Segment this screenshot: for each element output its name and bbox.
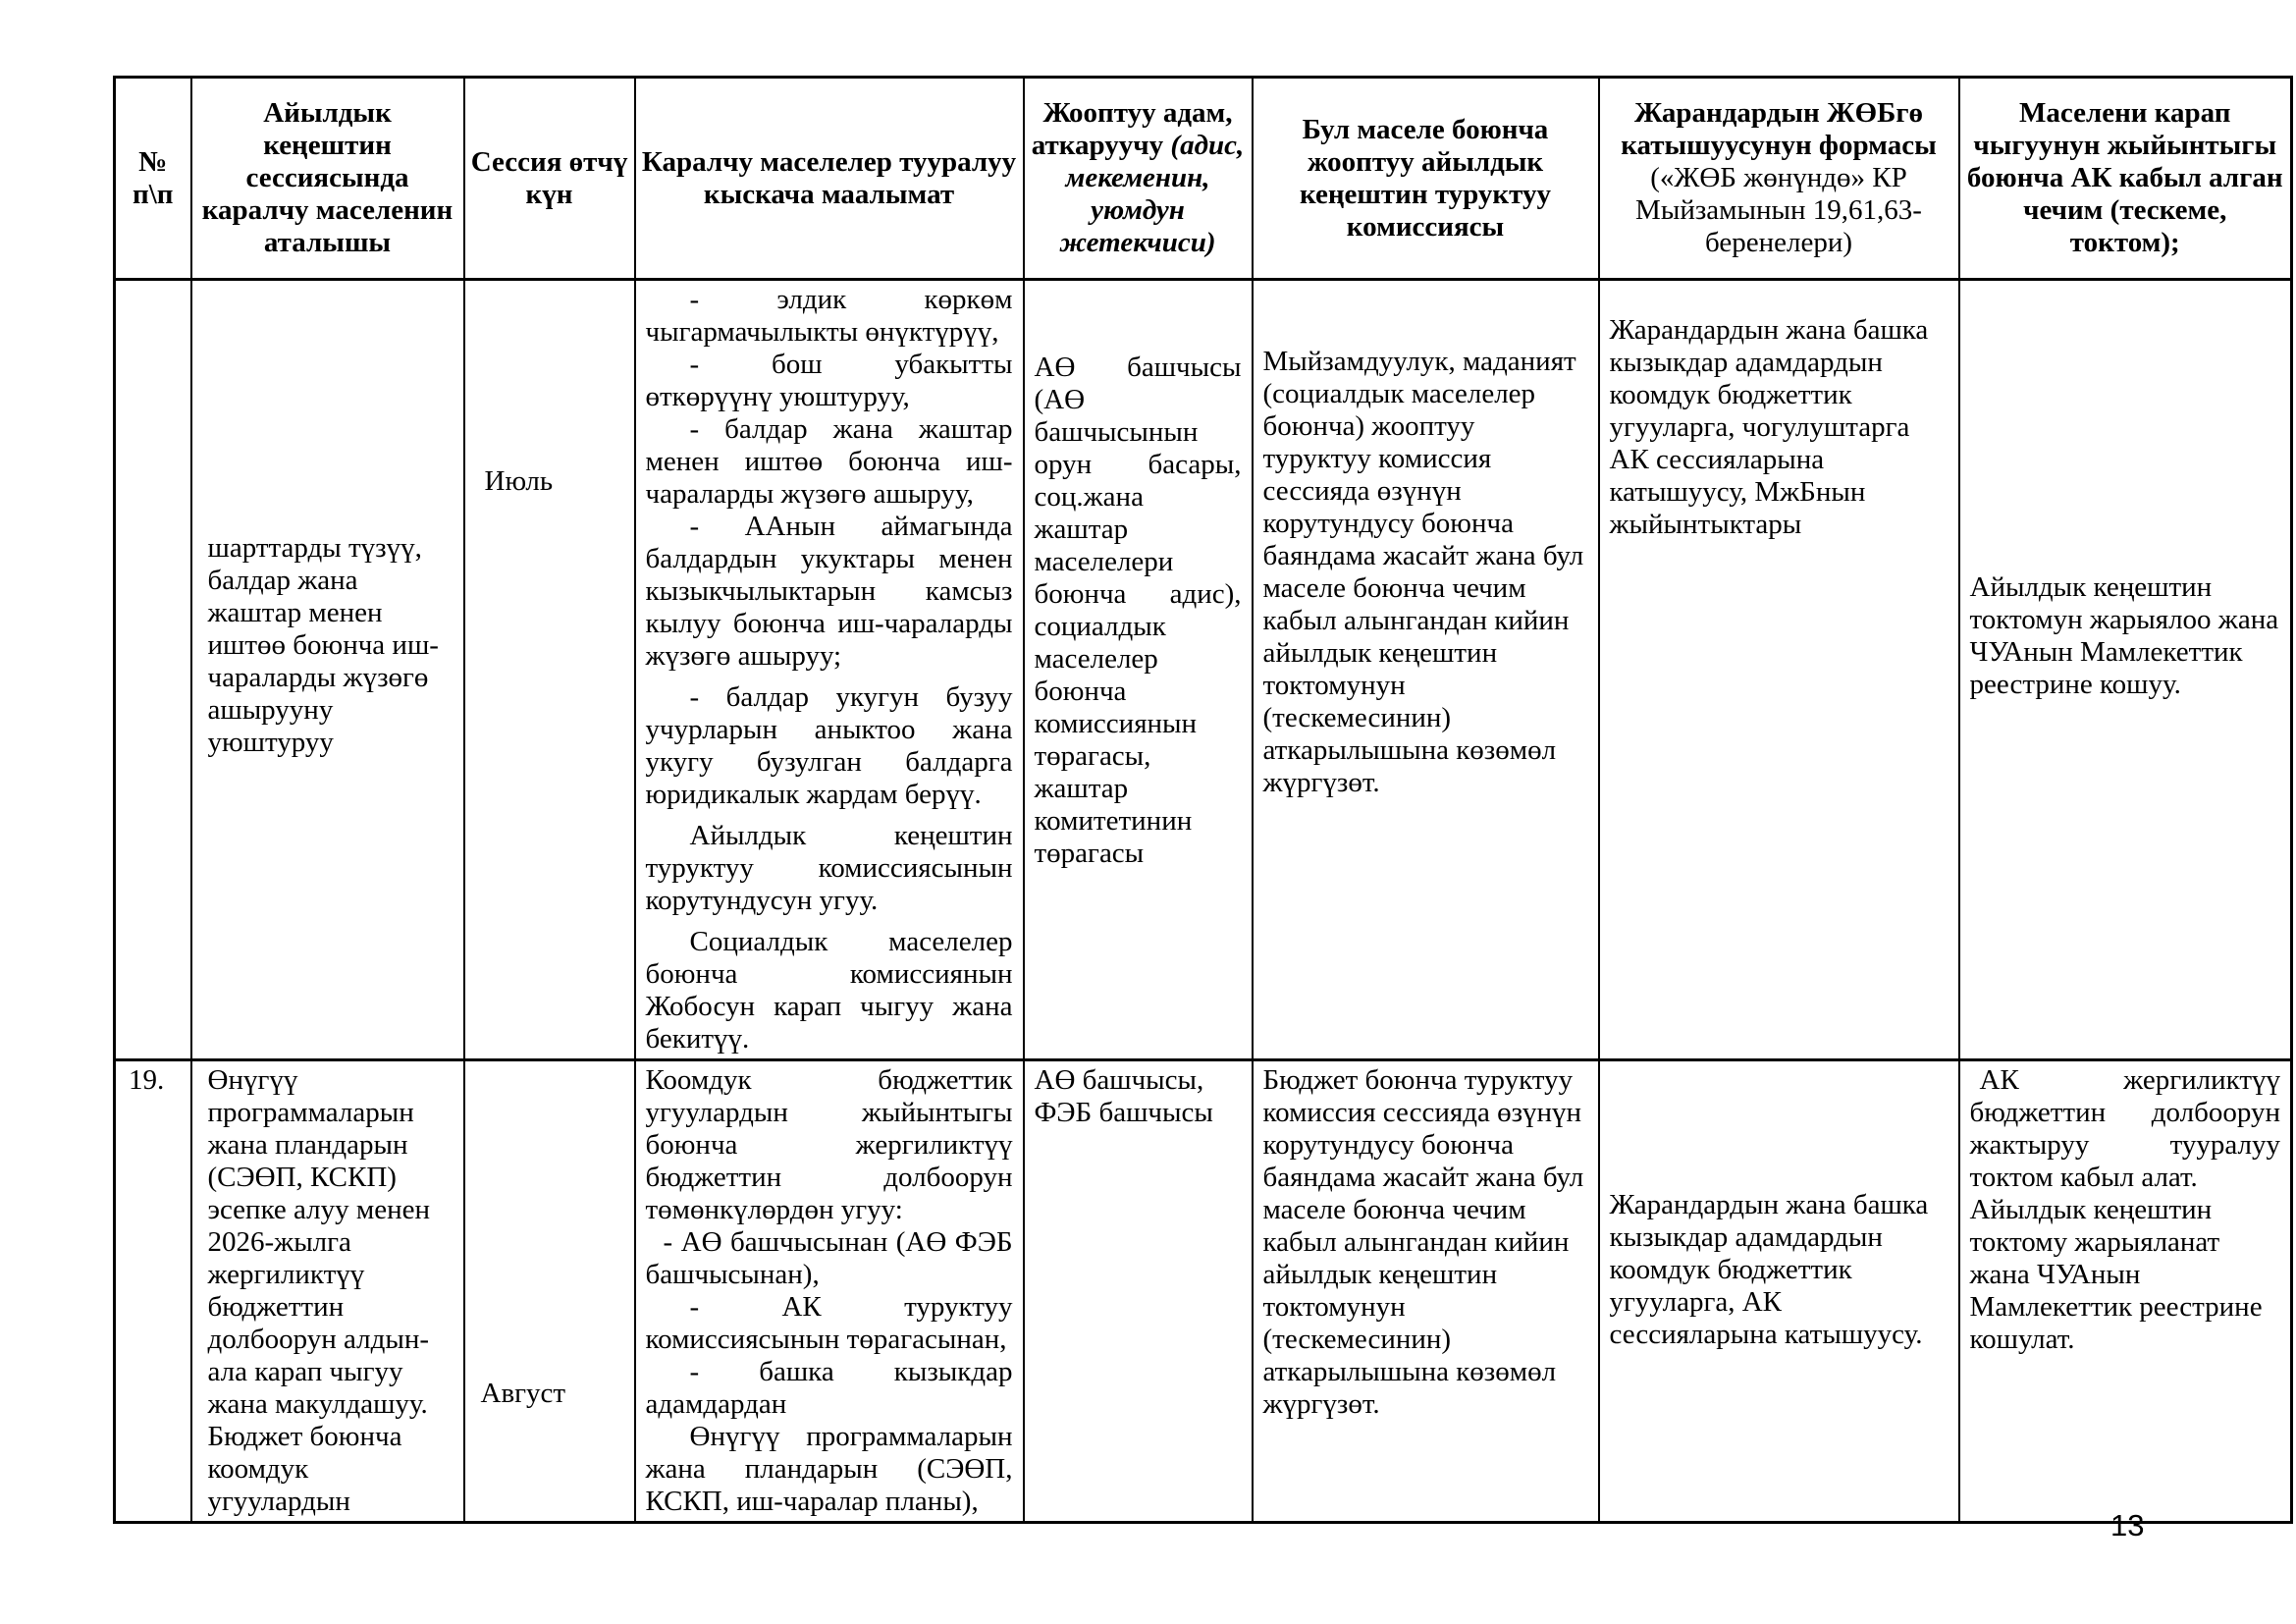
cell-responsible: АӨ башчысы, ФЭБ башчысы — [1024, 1060, 1253, 1523]
info-paragraph: - АК туруктуу комиссиясынын төрагасынан, — [645, 1291, 1013, 1355]
header-row — [115, 78, 2292, 280]
cell-session-date: Июль — [464, 280, 635, 1060]
decision-paragraph: АК жергиликтүү бюджеттин долбоорун жактыруу тууралуу токтом кабыл алат. — [1969, 1064, 2280, 1193]
header-council-decision: Маселени карап чыгуунун жыйынтыгы боюнча АК кабыл алган чечим (тескеме, токтом); — [1959, 78, 2292, 280]
cell-responsible: АӨ башчысы (АӨ башчысынын орун басары, соц.жана жаштар маселелери боюнча адис), социалдык маселелер боюнча комиссиянын төрагасы, жаштар комитетинин төрагасы — [1024, 280, 1253, 1060]
cell-issue-info — [635, 1060, 1024, 1523]
header-responsible-main: Жооптуу адам, аткаруучу — [1031, 97, 1233, 161]
info-paragraph: - балдар жана жаштар менен иштөө боюнча иш-чараларды жүзөгө ашыруу, — [645, 413, 1013, 510]
info-paragraph: Айылдык кеңештин туруктуу комиссиясынын корутундусун угуу. — [645, 820, 1013, 916]
page-number: 13 — [2110, 1508, 2145, 1543]
info-paragraph: Социалдык маселелер боюнча комиссиянын Жобосун карап чыгуу жана бекитүү. — [645, 926, 1013, 1055]
info-paragraph: - элдик көркөм чыгармачылыкты өнүктүрүү, — [645, 284, 1013, 348]
table-row — [115, 1060, 2292, 1523]
info-paragraph: - балдар укугун бузуу учурларын аныктоо жана укугу бузулган балдарга юридикалык жардам берүү. — [645, 681, 1013, 810]
header-citizen-participation — [1599, 78, 1959, 280]
table-header — [115, 78, 2292, 280]
header-standing-commission: Бул маселе боюнча жооптуу айылдык кеңештин туруктуу комиссиясы — [1253, 78, 1599, 280]
info-paragraph: - башка кызыкдар адамдардан — [645, 1356, 1013, 1420]
info-paragraph: - АӨ башчысынан (АӨ ФЭБ башчысынан), — [645, 1226, 1013, 1290]
cell-commission: Мыйзамдуулук, маданият (социалдык маселелер боюнча) жооптуу туруктуу комиссия сессияда өзүнүн корутундусу боюнча баяндама жасайт жана бул маселе боюнча чечим кабыл алынгандан кийин айылдык кеңештин токтомунун (тескемесинин) аткарылышына көзөмөл жүргүзөт. — [1253, 280, 1599, 1060]
info-paragraph: Өнүгүү программаларын жана пландарын (СЭӨП, КСКП, иш-чаралар планы), — [645, 1421, 1013, 1517]
header-responsible-detail: (адис, мекеменин, уюмдун жетекчиси) — [1059, 130, 1245, 258]
decision-paragraph: Айылдык кеңештин токтомун жарыялоо жана ЧУАнын Мамлекеттик реестрине кошуу. — [1969, 571, 2279, 700]
cell-issue-info — [635, 280, 1024, 1060]
cell-participation: Жарандардын жана башка кызыкдар адамдардын коомдук бюджеттик угууларга, чогулуштарга АК сессияларына катышуусу, МжБнын жыйынтыктары — [1599, 280, 1959, 1060]
header-issue-info: Каралчу маселелер тууралуу кыскача маалымат — [635, 78, 1024, 280]
header-responsible-person — [1024, 78, 1253, 280]
header-participation-detail: («ЖӨБ жөнүндө» КР Мыйзамынын 19,61,63-беренелери) — [1635, 162, 1922, 258]
cell-decision — [1959, 1060, 2292, 1523]
table-row — [115, 280, 2292, 1060]
header-session-date: Сессия өтчү күн — [464, 78, 635, 280]
cell-session-date: Август — [464, 1060, 635, 1523]
cell-num — [115, 280, 191, 1060]
cell-commission: Бюджет боюнча туруктуу комиссия сессияда өзүнүн корутундусу боюнча баяндама жасайт жана бул маселе боюнча чечим кабыл алынгандан кийин айылдык кеңештин токтомунун (тескемесинин) аткарылышына көзөмөл жүргүзөт. — [1253, 1060, 1599, 1523]
cell-participation: Жарандардын жана башка кызыкдар адамдардын коомдук бюджеттик угууларга, АК сессияларына катышуусу. — [1599, 1060, 1959, 1523]
cell-decision — [1959, 280, 2292, 1060]
header-issue-title: Айылдык кеңештин сессиясында каралчу маселенин аталышы — [191, 78, 464, 280]
cell-issue-title: Өнүгүү программаларын жана пландарын (СЭӨП, КСКП) эсепке алуу менен 2026-жылга жергиликтүү бюджеттин долбоорун алдын-ала карап чыгуу жана макулдашуу. Бюджет боюнча коомдук угуулардын — [191, 1060, 464, 1523]
info-paragraph: Коомдук бюджеттик угуулардын жыйынтыгы боюнча жергиликтүү бюджеттин долбоорун төмөнкүлөрдөн угуу: — [645, 1064, 1013, 1225]
info-paragraph: - бош убакытты өткөрүүнү уюштуруу, — [645, 349, 1013, 412]
decision-paragraph: Айылдык кеңештин токтому жарыяланат жана ЧУАнын Мамлекеттик реестрине кошулат. — [1969, 1194, 2263, 1355]
info-paragraph: - ААнын аймагында балдардын укуктары менен кызыкчылыктарын камсыз кылуу боюнча иш-чараларды жүзөгө ашыруу; — [645, 511, 1013, 672]
header-participation-main: Жарандардын ЖӨБгө катышуусунун формасы — [1621, 97, 1937, 161]
work-plan-table — [113, 76, 2293, 1524]
cell-issue-title: шарттарды түзүү, балдар жана жаштар менен иштөө боюнча иш-чараларды жүзөгө ашырууну уюштуруу — [191, 280, 464, 1060]
cell-num: 19. — [115, 1060, 191, 1523]
header-num: № п\п — [115, 78, 191, 280]
